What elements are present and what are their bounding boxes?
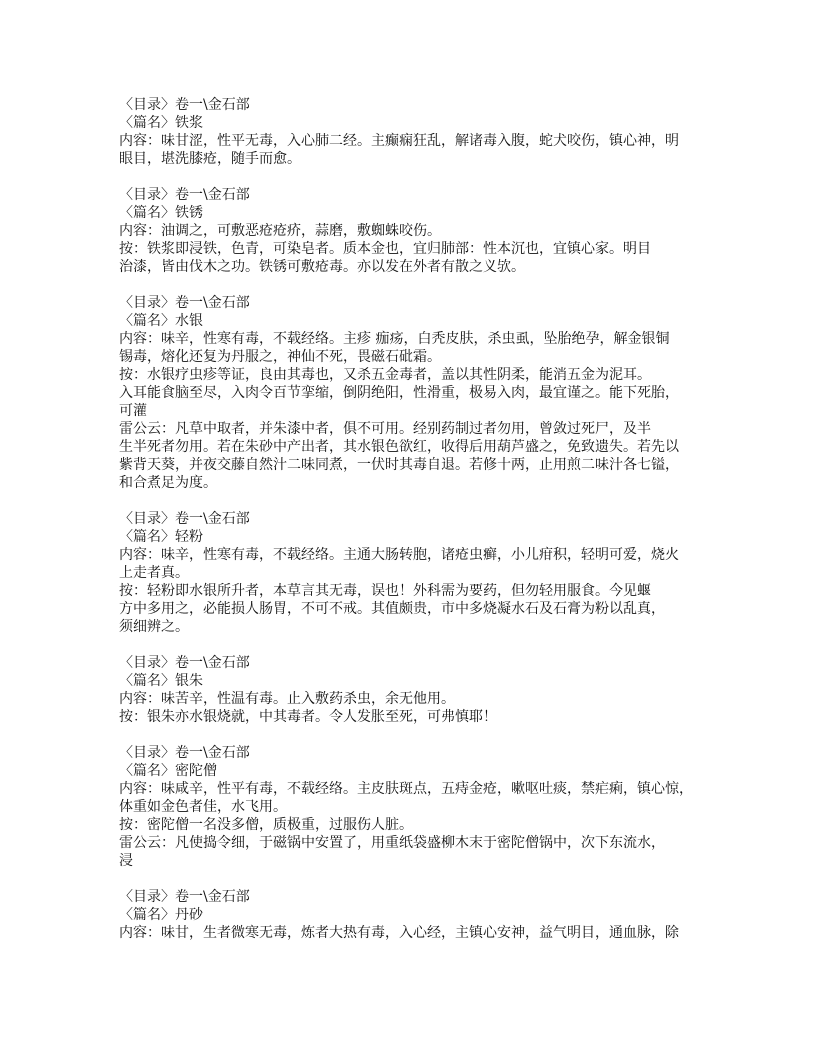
entry-section bbox=[119, 888, 719, 942]
entry-text-line: 按：银朱亦水银烧就，中其毒者。令人发胀至死，可弗慎耶！ bbox=[119, 709, 497, 725]
catalog-line: 〈目录〉卷一\金石部 bbox=[119, 655, 250, 671]
entry-text-line: 内容：味甘涩，性平无毒，入心肺二经。主癫痫狂乱，解诸毒入腹，蛇犬咬伤，镇心神，明 bbox=[119, 133, 679, 149]
entry-text-line: 雷公云：凡草中取者，并朱漆中者，俱不可用。经别药制过者勿用，曾敛过死尸，及半 bbox=[119, 421, 651, 437]
entry-text-line: 须细辨之。 bbox=[119, 619, 189, 635]
entry-title: 〈篇名〉水银 bbox=[119, 313, 203, 329]
entry-text-line: 按：铁浆即浸铁，色青，可染皂者。质本金也，宜归肺部：性本沉也，宜镇心家。明目 bbox=[119, 241, 651, 257]
entry-text-line: 上走者真。 bbox=[119, 565, 189, 581]
entry-section bbox=[119, 186, 719, 276]
entry-text-line: 浸 bbox=[119, 853, 133, 869]
entry-text-line: 和合煮足为度。 bbox=[119, 475, 217, 491]
entry-text-line: 内容：味辛，性寒有毒，不载经络。主通大肠转胞，诸疮虫癣，小儿疳积，轻明可爱，烧火 bbox=[119, 547, 679, 563]
entry-text-line: 内容：味苦辛，性温有毒。止入敷药杀虫，余无他用。 bbox=[119, 691, 455, 707]
entry-text-line: 紫背天葵，并夜交藤自然汁二味同煮，一伏时其毒自退。若修十两，止用煎二味汁各七镒， bbox=[119, 457, 679, 473]
entry-text-line: 方中多用之，必能损人肠胃，不可不戒。其值颇贵，市中多烧凝水石及石膏为粉以乱真， bbox=[119, 601, 665, 617]
entry-text-line: 按：密陀僧一名没多僧，质极重，过服伤人脏。 bbox=[119, 817, 413, 833]
entry-text-line: 内容：味甘，生者微寒无毒，炼者大热有毒，入心经，主镇心安神，益气明目，通血脉，除 bbox=[119, 925, 679, 941]
entry-text-line: 按：水银疗虫疹等证，良由其毒也，又杀五金毒者，盖以其性阴柔，能消五金为泥耳。 bbox=[119, 367, 651, 383]
entry-text-line: 内容：味辛，性寒有毒，不载经络。主疹 痂疡，白秃皮肤，杀虫虱，坠胎绝孕，解金银铜 bbox=[119, 331, 670, 347]
catalog-line: 〈目录〉卷一\金石部 bbox=[119, 889, 250, 905]
entry-section bbox=[119, 510, 719, 636]
entry-text-line: 锡毒，熔化还复为丹服之，神仙不死，畏磁石砒霜。 bbox=[119, 349, 441, 365]
entry-title: 〈篇名〉密陀僧 bbox=[119, 763, 217, 779]
catalog-line: 〈目录〉卷一\金石部 bbox=[119, 511, 250, 527]
catalog-line: 〈目录〉卷一\金石部 bbox=[119, 295, 250, 311]
entry-title: 〈篇名〉轻粉 bbox=[119, 529, 203, 545]
catalog-line: 〈目录〉卷一\金石部 bbox=[119, 745, 250, 761]
entry-text-line: 按：轻粉即水银所升者，本草言其无毒，误也！外科需为要药，但勿轻用服食。今见蝘 bbox=[119, 583, 651, 599]
entry-text-line: 生半死者勿用。若在朱砂中产出者，其水银色欲红，收得后用葫芦盛之，免致遗失。若先以 bbox=[119, 439, 679, 455]
entry-text-line: 治漆，皆由伐木之功。铁锈可敷疮毒。亦以发在外者有散之义欤。 bbox=[119, 259, 525, 275]
entry-text-line: 内容：油调之，可敷恶疮疮疥，蒜磨，敷蜘蛛咬伤。 bbox=[119, 223, 441, 239]
entry-text-line: 体重如金色者佳，水飞用。 bbox=[119, 799, 287, 815]
entry-section bbox=[119, 654, 719, 726]
document-body bbox=[119, 96, 719, 960]
entry-title: 〈篇名〉铁锈 bbox=[119, 205, 203, 221]
catalog-line: 〈目录〉卷一\金石部 bbox=[119, 97, 250, 113]
entry-text-line: 内容：味咸辛，性平有毒，不载经络。主皮肤斑点，五痔金疮，嗽呕吐痰，禁疟痢，镇心惊， bbox=[119, 781, 693, 797]
entry-text-line: 可灌 bbox=[119, 403, 147, 419]
entry-text-line: 眼目，堪洗膝疮，随手而愈。 bbox=[119, 151, 301, 167]
entry-title: 〈篇名〉银朱 bbox=[119, 673, 203, 689]
entry-text-line: 入耳能食脑至尽，入肉令百节挛缩，倒阴绝阳，性滑重，极易入肉，最宜谨之。能下死胎， bbox=[119, 385, 679, 401]
entry-section bbox=[119, 96, 719, 168]
entry-text-line: 雷公云：凡使捣令细，于磁锅中安置了，用重纸袋盛柳木末于密陀僧锅中，次下东流水， bbox=[119, 835, 665, 851]
entry-title: 〈篇名〉铁浆 bbox=[119, 115, 203, 131]
entry-section bbox=[119, 294, 719, 492]
entry-title: 〈篇名〉丹砂 bbox=[119, 907, 203, 923]
catalog-line: 〈目录〉卷一\金石部 bbox=[119, 187, 250, 203]
entry-section bbox=[119, 744, 719, 870]
